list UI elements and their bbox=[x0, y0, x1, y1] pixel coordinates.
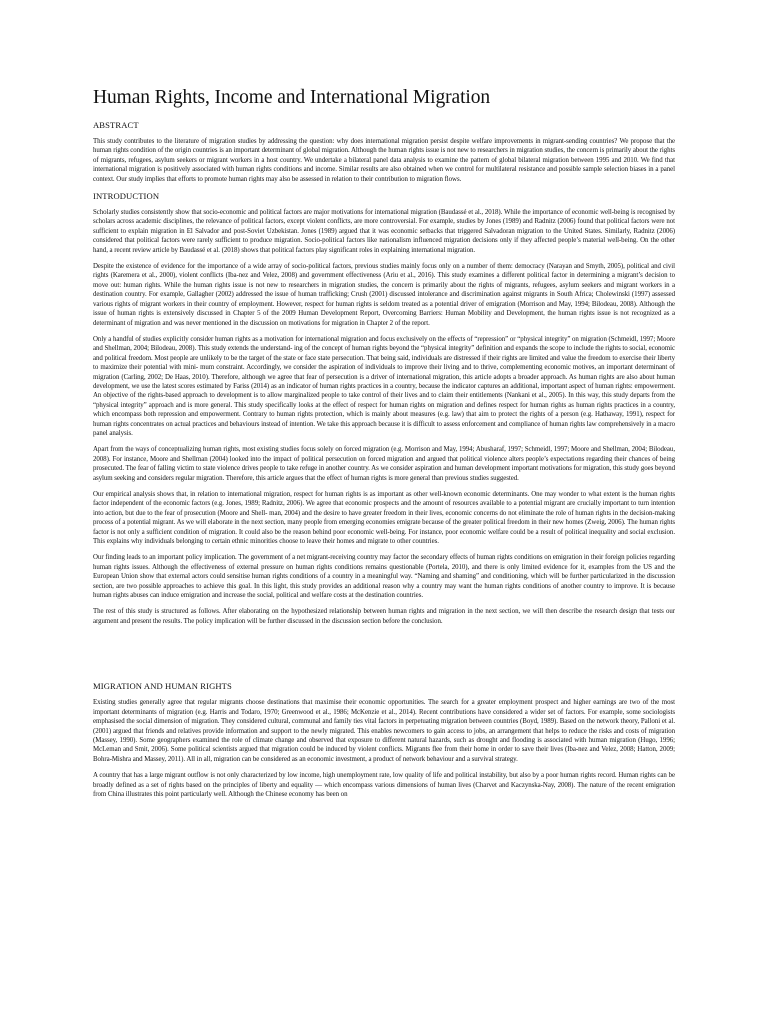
section-heading-migration-human-rights: MIGRATION AND HUMAN RIGHTS bbox=[93, 681, 232, 692]
body-paragraph: Scholarly studies consistently show that socio-economic and political factors are major motivations for international migration (Baudassé et al., 2018). While the importance of economic well-being is recognised by scholars across academic disciplines, the relevance of political factors, except violent conflicts, are more controversial. For example, studies by Jones (1989) and Radnitz (2006) found that political factors were not sufficient to explain migration in El Salvador and post-Soviet Uzbekistan. Jones (1989) argued that it was economic setbacks that triggered Salvadoran migration to the United States. Similarly, Radnitz (2006) considered that political factors were rarely sufficient to produce migration. Socio-political factors like nationalism influenced migration decisions only if they affected people’s material well-being. On the other hand, a recent review article by Baudassé et al. (2018) shows that political factors play significant roles in explaining international migration. bbox=[93, 209, 675, 254]
body-paragraph: Our empirical analysis shows that, in relation to international migration, respect for human rights is as important as other well-known economic determinants. One may wonder to what extent is the human rights factor independent of the economic factors (e.g. Jones, 1989; Radnitz, 2006). We agree that economic prospects and the amount of resources available to a potential migrant are crucially important to turn intention into action, but due to the fear of prosecution (Moore and Shell- man, 2004) and the desire to have greater freedom in their lives, economic concerns do not eliminate the role of human rights in the decision-making process of a potential migrant. As we will elaborate in the next section, many people from emerging economies emigrate because of the greater political freedom in their new homes (Zweig, 2006). The human rights factor is not only a sufficient condition of migration. It could also be the reason behind poor economic well-being. For instance, poor economic welfare could be a result of political inequality and social exclusion. This explains why individuals belonging to certain ethnic minorities choose to leave their homes and migrate to other countries. bbox=[93, 491, 675, 546]
body-paragraph: A country that has a large migrant outflow is not only characterized by low income, high unemployment rate, low quality of life and political instability, but also by a poor human rights record. Human rights can be broadly defined as a set of rights based on the principles of liberty and equality — which encompass various dimensions of human lives (Charvet and Kaczynska-Nay, 2008). The nature of the recent emigration from China illustrates this point particularly well. Although the Chinese economy has been on bbox=[93, 772, 675, 798]
section-heading-introduction: INTRODUCTION bbox=[93, 191, 160, 202]
body-paragraph: Apart from the ways of conceptualizing human rights, most existing studies focus solely on forced migration (e.g. Morrison and May, 1994; Abusharaf, 1997; Schmeidl, 1997; Moore and Shellman, 2004; Bilodeau, 2008). For instance, Moore and Shellman (2004) looked into the impact of political persecution on forced migration and argued that political violence alters people’s expectations regarding their chances of being prosecuted. The fear of falling victim to state violence drives people to take refuge in another country. As we consider aspiration and human development important motivations for migration, this study goes beyond asylum seeking and considers regular migration. Therefore, this article argues that the effect of human rights is more general than previous studies suggested. bbox=[93, 446, 675, 482]
migration-human-rights-section bbox=[93, 681, 675, 799]
body-paragraph: Despite the existence of evidence for the importance of a wide array of socio-political factors, previous studies mainly focus only on a number of them: democracy (Narayan and Smyth, 2005), political and civil rights (Karemera et al., 2000), violent conflicts (Iba-nez and Velez, 2008) and government effectiveness (Ariu et al., 2016). This study examines a different political factor in determining a migrant’s decision to move out: human rights. While the human rights issue is not new to researchers in migration studies, the concern is primarily about the rights of migrants, refugees, asylum seekers and migrant workers in a destination country. For example, Gallagher (2002) addressed the issue of human trafficking; Crush (2001) discussed intolerance and discrimination against migrants in South Africa; Cholewinski (1997) assessed various rights of migrant workers in their country of employment. However, respect for human rights is seldom treated as a potential driver of emigration (Morrison and May, 1994; Bilodeau, 2008). Although the issue of human rights is extensively discussed in Chapter 5 of the 2009 Human Development Report, Overcoming Barriers: Human Mobility and Development, the human rights issue is not recognized as a determinant of migration and was never mentioned in the discussion on motivations for migration in Chapter 2 of the report. bbox=[93, 263, 675, 327]
introduction-section bbox=[93, 191, 675, 626]
paper-title: Human Rights, Income and International Migration bbox=[93, 87, 491, 108]
section-spacer bbox=[93, 633, 675, 681]
body-paragraph: The rest of this study is structured as follows. After elaborating on the hypothesized relationship between human rights and migration in the next section, we will then describe the research design that tests our argument and present the results. The policy implication will be further discussed in the discussion section before the conclusion. bbox=[93, 608, 675, 625]
section-heading-abstract: ABSTRACT bbox=[93, 120, 139, 130]
abstract-section bbox=[93, 120, 675, 184]
body-paragraph: Our finding leads to an important policy implication. The government of a net migrant-receiving country may factor the secondary effects of human rights conditions on emigration in their foreign policies regarding human rights issues. Although the effectiveness of external pressure on human rights conditions remains questionable (Portela, 2010), and there is only limited evidence for it, examples from the US and the European Union show that external actors could sensitise human rights conditions of a country in a meaningful way. “Naming and shaming” and conditioning, which will be further particularized in the discussion section, are two possible approaches to achieve this goal. In this light, this study provides an additional reason why a country may want the human rights conditions of another country to improve. It is because human rights abuses can induce emigration and increase the social, political and welfare costs at the destination countries. bbox=[93, 554, 675, 600]
body-paragraph: Only a handful of studies explicitly consider human rights as a motivation for international migration and focus exclusively on the effects of “repression” or “physical integrity” on migration (Schmeidl, 1997; Moore and Shellman, 2004; Bilodeau, 2008). This study extends the understand- ing of the concept of human rights beyond the “physical integrity” definition and expands the scope to include the rights to social, economic and political freedom. Most people are unlikely to be the target of the state or face state persecution. That being said, individuals are distressed if their rights are limited and value the freedom to exercise their liberty to maximize their potential with mini- mum constraint. Accordingly, we consider the aspiration of individuals to improve their living and to thrive, complementing economic motives, an important determinant of migration (Carling, 2002; De Haas, 2010). Therefore, although we agree that fear of persecution is a driver of international migration, this article adopts a broader approach. As human rights are also about human development, we use the latest scores estimated by Fariss (2014) as an indicator of human rights practices in a country, because the indicator captures an additional, important aspect of human rights: empowerment. An objective of the rights-based approach to development is to allow marginalized people to take control of their lives and to claim their entitlements (Nankani et al., 2005). In this way, this study departs from the “physical integrity” approach and is more general. This study specifically looks at the effect of respect for human rights on migration and defines respect for human rights as human rights practices in a country, which encompass both repression and empowerment. Contrary to human rights protection, which is mainly about measures (e.g. law) that aim to protect the rights of a person (e.g. Hathaway, 1991), respect for human rights concentrates on actual practices and behaviours instead of intention. We take this approach because it is difficult to assess enforcement and compliance of human rights law comprehensively in a macro panel analysis. bbox=[93, 335, 675, 437]
body-paragraph: Existing studies generally agree that regular migrants choose destinations that maximise their economic opportunities. The search for a greater employment prospect and higher earnings are two of the most important determinants of migration (e.g. Harris and Todaro, 1970; Greenwood et al., 1986; McKenzie et al., 2014). Recent contributions have considered a wider set of factors. For example, some sociologists emphasised the social dimension of migration. They considered cultural, communal and family ties vital factors in perpetuating migration between countries (Boyd, 1989). Based on the network theory, Palloni et al. (2001) argued that friends and relatives provide information and support to the newly migrated. This enables newcomers to gain access to jobs, an arrangement that helps to reduce the risks and costs of migration (Massey, 1990). Some geographers examined the role of climate change and observed that exposure to different natural hazards, such as drought and flooding is associated with human migration (Hugo, 1996; McLeman and Smit, 2006). Some political scientists argued that migration could be induced by violent conflicts. Migrants flee from their home in order to save their lives (Iba-nez and Velez, 2008; Hatton, 2009; Bohra-Mishra and Massey, 2011). All in all, migration can be considered as an economic investment, a product of network behaviour and a survival strategy. bbox=[93, 699, 675, 763]
abstract-paragraph: This study contributes to the literature of migration studies by addressing the question: why does international migration persist despite welfare improvements in migrant-sending countries? We propose that the human rights condition of the origin countries is an important determinant of global migration. Although the human rights issue is not new to researchers in migration studies, the concern is primarily about the rights of migrants, refugees, asylum seekers or migrant workers in a host country. We undertake a bilateral panel data analysis to examine the pattern of global bilateral migration between 1995 and 2010. We find that international migration is positively associated with human rights conditions and income. Similar results are also obtained when we control for multilateral resistance and possible sample selection biases in a panel context. Our study implies that efforts to promote human rights may also be assessed in relation to their contribution to migration flows. bbox=[93, 138, 675, 183]
